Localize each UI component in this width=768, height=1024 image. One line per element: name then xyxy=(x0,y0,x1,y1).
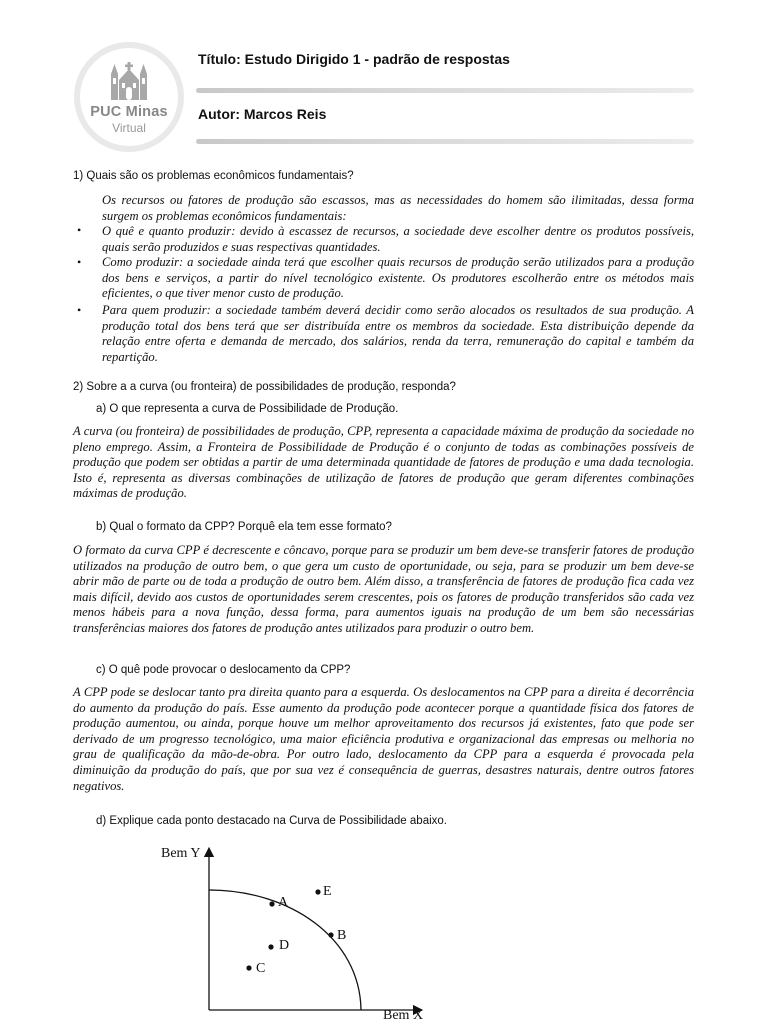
point-a-label: A xyxy=(278,895,289,910)
author-divider xyxy=(196,139,694,144)
answer-1-bullet-for-whom: Para quem produzir: a sociedade também deverá decidir como serão alocados os resultados de sua produção. A produção total dos bens terá que ser distribuída entre os membros da sociedade. Esta distribuição depende da relação entre oferta e demanda de mercado, dos salários, renda da terra, remuneração do capital e também da repartição. xyxy=(102,303,694,364)
title-divider xyxy=(196,88,694,93)
answer-1-bullet-what: O quê e quanto produzir: devido à escassez de recursos, a sociedade deve escolher dentre os produtos possíveis, quais serão produzidos e suas respectivas quantidades. xyxy=(102,224,694,254)
logo-name: PUC Minas xyxy=(90,104,168,120)
question-2a: a) O que representa a curva de Possibilidade de Produção. xyxy=(96,403,399,415)
logo-inner-circle xyxy=(80,48,178,146)
point-e-label: E xyxy=(323,884,332,899)
answer-2b: O formato da curva CPP é decrescente e côncavo, porque para se produzir um bem deve-se transferir fatores de produção utilizados na produção de outro bem, o que gera um custo de oportunidade, ou seja, para se produzir um bem deve-se abrir mão de parte ou de toda a produção de outro bem. Além disso, a transferência de fatores de produção fica cada vez mais difícil, devido aos custos de oportunidades serem crescentes, pois os fatores de produção transferidos são cada vez menos hábeis para a nova função, dessa forma, para aumentos iguais na produção de um bem são necessárias transferências maiores dos fatores de produção antes utilizados para produzir o outro bem. xyxy=(73,543,694,635)
document-title: Título: Estudo Dirigido 1 - padrão de respostas xyxy=(198,51,510,67)
point-a-marker xyxy=(269,901,274,906)
point-c-marker xyxy=(246,965,251,970)
question-2c: c) O quê pode provocar o deslocamento da CPP? xyxy=(96,664,351,676)
answer-1-intro: Os recursos ou fatores de produção são escassos, mas as necessidades do homem são ilimitadas, dessa forma surgem os problemas econômicos fundamentais: xyxy=(102,193,694,223)
y-axis-label: Bem Y xyxy=(161,846,201,861)
answer-2a: A curva (ou fronteira) de possibilidades de produção, CPP, representa a capacidade máxima de produção da sociedade no pleno emprego. Assim, a Fronteira de Possibilidade de Produção é o conjunto de todas as combinações possíveis de produção que podem ser obtidas a partir de uma determinada quantidade de fatores de produção e uma dada tecnologia. Isto é, representa as diversas combinações de utilização de fatores de produção que geram diferentes combinações máximas de produção. xyxy=(73,424,694,501)
bullet-icon: • xyxy=(77,303,82,317)
production-possibility-figure xyxy=(150,838,450,1024)
bullet-icon: • xyxy=(77,223,82,237)
question-1: 1) Quais são os problemas econômicos fundamentais? xyxy=(73,170,354,182)
point-d-label: D xyxy=(279,938,290,953)
point-b-marker xyxy=(328,932,333,937)
point-b-label: B xyxy=(337,928,347,943)
question-2b: b) Qual o formato da CPP? Porquê ela tem esse formato? xyxy=(96,521,392,533)
question-2: 2) Sobre a a curva (ou fronteira) de possibilidades de produção, responda? xyxy=(73,381,456,393)
question-2d: d) Explique cada ponto destacado na Curva de Possibilidade abaixo. xyxy=(96,815,447,827)
document-author: Autor: Marcos Reis xyxy=(198,106,327,122)
point-c-label: C xyxy=(256,961,266,976)
answer-2c: A CPP pode se deslocar tanto pra direita quanto para a esquerda. Os deslocamentos na CPP para a direita é decorrência do aumento da produção do país. Esse aumento da produção pode acontecer porque a quantidade física dos fatores de produção aumentou, ou ainda, porque houve um melhor aproveitamento dos recursos já existentes, fato que pode ser derivado de um progresso tecnológico, uma maior eficiência produtiva e organizacional das empresas ou melhoria no grau de qualificação da mão-de-obra. Por outro lado, deslocamento da CPP para a esquerda é provocada pela diminuição da produção do país, que por sua vez é consequência de guerras, desastres naturais, dentre outros fatores negativos. xyxy=(73,685,694,793)
x-axis-label: Bem X xyxy=(383,1008,424,1023)
puc-minas-logo xyxy=(74,42,184,152)
logo-subtitle: Virtual xyxy=(112,121,146,135)
bullet-icon: • xyxy=(77,255,82,269)
cathedral-emblem-icon xyxy=(104,60,154,104)
answer-1-bullet-how: Como produzir: a sociedade ainda terá que escolher quais recursos de produção serão utilizados para a produção dos bens e serviços, a partir do nível tecnológico existente. Os produtores escolherão entre os métodos mais eficientes, o que tiver menor custo de produção. xyxy=(102,255,694,301)
point-d-marker xyxy=(268,944,273,949)
point-e-marker xyxy=(315,889,320,894)
